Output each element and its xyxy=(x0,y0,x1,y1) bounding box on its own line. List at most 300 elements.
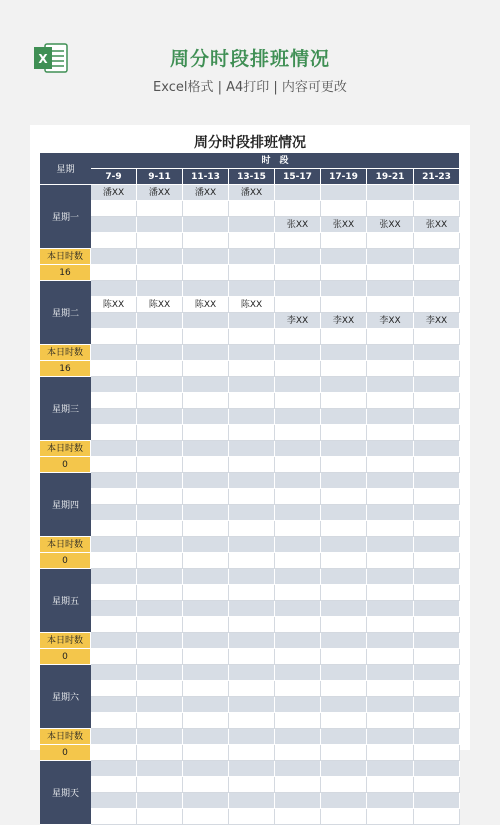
schedule-cell[interactable] xyxy=(367,297,414,313)
schedule-cell[interactable] xyxy=(414,761,460,777)
schedule-cell[interactable] xyxy=(321,617,367,633)
schedule-cell[interactable] xyxy=(414,425,460,441)
schedule-cell[interactable] xyxy=(137,617,183,633)
schedule-cell[interactable] xyxy=(414,633,460,649)
schedule-cell[interactable] xyxy=(137,425,183,441)
schedule-cell[interactable] xyxy=(321,553,367,569)
schedule-cell[interactable] xyxy=(229,697,275,713)
schedule-cell[interactable] xyxy=(137,473,183,489)
schedule-cell[interactable] xyxy=(137,313,183,329)
schedule-cell[interactable] xyxy=(91,633,137,649)
schedule-cell[interactable] xyxy=(229,457,275,473)
schedule-cell[interactable] xyxy=(321,505,367,521)
schedule-cell[interactable] xyxy=(321,265,367,281)
schedule-cell[interactable] xyxy=(367,377,414,393)
schedule-cell[interactable] xyxy=(183,601,229,617)
schedule-cell[interactable] xyxy=(275,665,321,681)
schedule-cell[interactable] xyxy=(91,345,137,361)
schedule-cell[interactable] xyxy=(321,201,367,217)
schedule-cell[interactable] xyxy=(275,425,321,441)
schedule-cell[interactable] xyxy=(137,713,183,729)
schedule-cell[interactable] xyxy=(275,473,321,489)
schedule-cell[interactable] xyxy=(229,713,275,729)
schedule-cell[interactable]: 潘XX xyxy=(229,185,275,201)
hours-value[interactable]: 0 xyxy=(40,649,91,665)
schedule-cell[interactable] xyxy=(367,649,414,665)
schedule-cell[interactable] xyxy=(321,729,367,745)
schedule-cell[interactable] xyxy=(321,761,367,777)
schedule-cell[interactable] xyxy=(414,809,460,825)
schedule-cell[interactable] xyxy=(137,409,183,425)
schedule-cell[interactable] xyxy=(183,489,229,505)
schedule-cell[interactable] xyxy=(367,489,414,505)
schedule-cell[interactable] xyxy=(321,809,367,825)
schedule-cell[interactable] xyxy=(367,345,414,361)
schedule-cell[interactable] xyxy=(414,457,460,473)
schedule-cell[interactable] xyxy=(229,329,275,345)
schedule-cell[interactable] xyxy=(229,409,275,425)
schedule-cell[interactable] xyxy=(367,361,414,377)
schedule-cell[interactable] xyxy=(91,697,137,713)
schedule-cell[interactable] xyxy=(137,201,183,217)
schedule-cell[interactable] xyxy=(414,265,460,281)
schedule-cell[interactable] xyxy=(367,281,414,297)
schedule-cell[interactable]: 张XX xyxy=(275,217,321,233)
schedule-cell[interactable] xyxy=(183,345,229,361)
schedule-cell[interactable] xyxy=(414,393,460,409)
schedule-cell[interactable] xyxy=(275,377,321,393)
schedule-cell[interactable] xyxy=(367,761,414,777)
schedule-cell[interactable]: 陈XX xyxy=(229,297,275,313)
schedule-cell[interactable] xyxy=(229,249,275,265)
schedule-cell[interactable] xyxy=(414,553,460,569)
schedule-cell[interactable]: 陈XX xyxy=(137,297,183,313)
schedule-cell[interactable] xyxy=(229,313,275,329)
schedule-cell[interactable] xyxy=(321,585,367,601)
schedule-cell[interactable] xyxy=(137,745,183,761)
schedule-cell[interactable] xyxy=(321,377,367,393)
schedule-cell[interactable] xyxy=(229,681,275,697)
schedule-cell[interactable] xyxy=(183,329,229,345)
schedule-cell[interactable] xyxy=(414,505,460,521)
schedule-cell[interactable] xyxy=(137,249,183,265)
schedule-cell[interactable] xyxy=(137,265,183,281)
schedule-cell[interactable] xyxy=(183,585,229,601)
schedule-cell[interactable] xyxy=(414,409,460,425)
schedule-cell[interactable] xyxy=(275,345,321,361)
schedule-cell[interactable] xyxy=(367,665,414,681)
schedule-cell[interactable] xyxy=(137,329,183,345)
schedule-cell[interactable] xyxy=(367,809,414,825)
schedule-cell[interactable] xyxy=(414,345,460,361)
schedule-cell[interactable] xyxy=(321,473,367,489)
schedule-cell[interactable] xyxy=(137,569,183,585)
schedule-cell[interactable] xyxy=(91,809,137,825)
schedule-cell[interactable] xyxy=(275,745,321,761)
schedule-cell[interactable] xyxy=(414,713,460,729)
schedule-cell[interactable] xyxy=(367,633,414,649)
hours-value[interactable]: 0 xyxy=(40,457,91,473)
schedule-cell[interactable] xyxy=(414,521,460,537)
schedule-cell[interactable] xyxy=(275,233,321,249)
schedule-cell[interactable]: 张XX xyxy=(321,217,367,233)
schedule-cell[interactable] xyxy=(275,361,321,377)
schedule-cell[interactable] xyxy=(183,233,229,249)
schedule-cell[interactable] xyxy=(183,393,229,409)
schedule-cell[interactable] xyxy=(137,777,183,793)
schedule-cell[interactable] xyxy=(229,585,275,601)
schedule-cell[interactable] xyxy=(275,409,321,425)
schedule-cell[interactable] xyxy=(183,521,229,537)
schedule-cell[interactable] xyxy=(229,745,275,761)
schedule-cell[interactable] xyxy=(275,329,321,345)
schedule-cell[interactable] xyxy=(183,649,229,665)
schedule-cell[interactable] xyxy=(137,601,183,617)
schedule-cell[interactable] xyxy=(229,553,275,569)
schedule-cell[interactable] xyxy=(367,473,414,489)
schedule-cell[interactable] xyxy=(229,761,275,777)
schedule-cell[interactable] xyxy=(183,617,229,633)
schedule-cell[interactable] xyxy=(321,793,367,809)
schedule-cell[interactable] xyxy=(137,521,183,537)
schedule-cell[interactable] xyxy=(275,537,321,553)
schedule-cell[interactable] xyxy=(229,361,275,377)
schedule-cell[interactable] xyxy=(91,393,137,409)
schedule-cell[interactable] xyxy=(91,665,137,681)
schedule-cell[interactable] xyxy=(321,361,367,377)
schedule-cell[interactable] xyxy=(183,249,229,265)
schedule-cell[interactable] xyxy=(183,281,229,297)
schedule-cell[interactable]: 潘XX xyxy=(91,185,137,201)
schedule-cell[interactable] xyxy=(229,473,275,489)
schedule-cell[interactable] xyxy=(414,201,460,217)
schedule-cell[interactable] xyxy=(321,633,367,649)
schedule-cell[interactable] xyxy=(275,633,321,649)
schedule-cell[interactable] xyxy=(183,313,229,329)
schedule-cell[interactable] xyxy=(183,409,229,425)
schedule-cell[interactable] xyxy=(275,281,321,297)
schedule-cell[interactable] xyxy=(183,553,229,569)
schedule-cell[interactable] xyxy=(367,233,414,249)
schedule-cell[interactable] xyxy=(229,217,275,233)
schedule-cell[interactable] xyxy=(367,409,414,425)
schedule-cell[interactable] xyxy=(414,665,460,681)
schedule-cell[interactable] xyxy=(137,553,183,569)
schedule-cell[interactable]: 张XX xyxy=(367,217,414,233)
schedule-cell[interactable] xyxy=(229,425,275,441)
schedule-cell[interactable]: 潘XX xyxy=(137,185,183,201)
schedule-cell[interactable] xyxy=(137,793,183,809)
schedule-cell[interactable] xyxy=(137,281,183,297)
schedule-cell[interactable] xyxy=(91,265,137,281)
schedule-cell[interactable] xyxy=(367,425,414,441)
schedule-cell[interactable] xyxy=(229,601,275,617)
schedule-cell[interactable] xyxy=(321,537,367,553)
schedule-cell[interactable] xyxy=(367,249,414,265)
schedule-cell[interactable] xyxy=(91,409,137,425)
schedule-cell[interactable]: 潘XX xyxy=(183,185,229,201)
schedule-cell[interactable] xyxy=(229,809,275,825)
schedule-cell[interactable] xyxy=(229,793,275,809)
schedule-cell[interactable] xyxy=(321,297,367,313)
schedule-cell[interactable] xyxy=(91,777,137,793)
schedule-cell[interactable] xyxy=(414,249,460,265)
schedule-cell[interactable] xyxy=(321,441,367,457)
schedule-cell[interactable] xyxy=(137,761,183,777)
hours-value[interactable]: 0 xyxy=(40,745,91,761)
schedule-cell[interactable] xyxy=(91,473,137,489)
schedule-cell[interactable] xyxy=(414,233,460,249)
schedule-cell[interactable] xyxy=(183,217,229,233)
schedule-cell[interactable]: 李XX xyxy=(367,313,414,329)
schedule-cell[interactable] xyxy=(91,377,137,393)
schedule-cell[interactable] xyxy=(367,793,414,809)
schedule-cell[interactable] xyxy=(229,345,275,361)
schedule-cell[interactable] xyxy=(91,489,137,505)
schedule-cell[interactable] xyxy=(183,665,229,681)
schedule-cell[interactable] xyxy=(414,649,460,665)
schedule-cell[interactable] xyxy=(321,457,367,473)
schedule-cell[interactable] xyxy=(275,185,321,201)
schedule-cell[interactable] xyxy=(183,265,229,281)
schedule-cell[interactable] xyxy=(275,681,321,697)
schedule-cell[interactable] xyxy=(91,249,137,265)
schedule-cell[interactable] xyxy=(321,697,367,713)
schedule-cell[interactable] xyxy=(367,265,414,281)
schedule-cell[interactable] xyxy=(91,537,137,553)
schedule-cell[interactable] xyxy=(414,585,460,601)
schedule-cell[interactable] xyxy=(367,713,414,729)
schedule-cell[interactable] xyxy=(229,777,275,793)
schedule-cell[interactable] xyxy=(321,393,367,409)
schedule-cell[interactable] xyxy=(183,441,229,457)
schedule-cell[interactable] xyxy=(367,521,414,537)
schedule-cell[interactable] xyxy=(137,441,183,457)
schedule-cell[interactable] xyxy=(414,377,460,393)
schedule-cell[interactable] xyxy=(414,793,460,809)
schedule-cell[interactable] xyxy=(275,441,321,457)
schedule-cell[interactable] xyxy=(91,553,137,569)
schedule-cell[interactable] xyxy=(91,745,137,761)
schedule-cell[interactable] xyxy=(275,649,321,665)
schedule-cell[interactable] xyxy=(137,681,183,697)
schedule-cell[interactable] xyxy=(321,329,367,345)
schedule-cell[interactable] xyxy=(137,537,183,553)
schedule-cell[interactable] xyxy=(91,217,137,233)
schedule-cell[interactable] xyxy=(137,233,183,249)
schedule-cell[interactable] xyxy=(91,729,137,745)
schedule-cell[interactable] xyxy=(321,281,367,297)
schedule-cell[interactable] xyxy=(321,185,367,201)
schedule-cell[interactable] xyxy=(275,809,321,825)
schedule-cell[interactable] xyxy=(414,617,460,633)
schedule-cell[interactable] xyxy=(275,297,321,313)
hours-value[interactable]: 16 xyxy=(40,265,91,281)
schedule-cell[interactable] xyxy=(183,201,229,217)
schedule-cell[interactable] xyxy=(229,617,275,633)
schedule-cell[interactable] xyxy=(91,361,137,377)
schedule-cell[interactable] xyxy=(275,489,321,505)
schedule-cell[interactable] xyxy=(91,329,137,345)
schedule-cell[interactable] xyxy=(414,697,460,713)
schedule-cell[interactable] xyxy=(91,521,137,537)
schedule-cell[interactable] xyxy=(91,585,137,601)
schedule-cell[interactable] xyxy=(91,441,137,457)
schedule-cell[interactable] xyxy=(367,681,414,697)
schedule-cell[interactable] xyxy=(229,633,275,649)
schedule-cell[interactable] xyxy=(414,473,460,489)
schedule-cell[interactable] xyxy=(367,393,414,409)
schedule-cell[interactable] xyxy=(275,521,321,537)
schedule-cell[interactable]: 李XX xyxy=(321,313,367,329)
schedule-cell[interactable] xyxy=(137,489,183,505)
schedule-cell[interactable] xyxy=(367,729,414,745)
schedule-cell[interactable] xyxy=(414,745,460,761)
schedule-cell[interactable] xyxy=(183,569,229,585)
schedule-cell[interactable] xyxy=(229,521,275,537)
schedule-cell[interactable] xyxy=(321,777,367,793)
schedule-cell[interactable] xyxy=(367,601,414,617)
schedule-cell[interactable] xyxy=(367,569,414,585)
schedule-cell[interactable] xyxy=(321,425,367,441)
schedule-cell[interactable] xyxy=(321,665,367,681)
schedule-cell[interactable] xyxy=(275,201,321,217)
schedule-cell[interactable] xyxy=(321,569,367,585)
schedule-cell[interactable] xyxy=(321,521,367,537)
schedule-cell[interactable] xyxy=(414,489,460,505)
schedule-cell[interactable] xyxy=(137,217,183,233)
schedule-cell[interactable]: 张XX xyxy=(414,217,460,233)
schedule-cell[interactable] xyxy=(367,201,414,217)
schedule-cell[interactable] xyxy=(275,793,321,809)
schedule-cell[interactable] xyxy=(229,537,275,553)
schedule-cell[interactable] xyxy=(367,185,414,201)
schedule-cell[interactable] xyxy=(183,633,229,649)
schedule-cell[interactable] xyxy=(414,329,460,345)
schedule-cell[interactable] xyxy=(137,697,183,713)
schedule-cell[interactable] xyxy=(229,441,275,457)
schedule-cell[interactable] xyxy=(275,601,321,617)
schedule-cell[interactable] xyxy=(183,425,229,441)
schedule-cell[interactable] xyxy=(321,649,367,665)
schedule-cell[interactable] xyxy=(275,617,321,633)
schedule-cell[interactable] xyxy=(275,761,321,777)
schedule-cell[interactable] xyxy=(229,393,275,409)
schedule-cell[interactable] xyxy=(414,777,460,793)
schedule-cell[interactable] xyxy=(137,377,183,393)
schedule-cell[interactable] xyxy=(183,761,229,777)
schedule-cell[interactable] xyxy=(91,313,137,329)
schedule-cell[interactable] xyxy=(414,569,460,585)
schedule-cell[interactable] xyxy=(321,601,367,617)
schedule-cell[interactable] xyxy=(414,537,460,553)
schedule-cell[interactable] xyxy=(91,649,137,665)
schedule-cell[interactable] xyxy=(137,393,183,409)
schedule-cell[interactable] xyxy=(367,745,414,761)
schedule-cell[interactable] xyxy=(275,585,321,601)
schedule-cell[interactable] xyxy=(321,681,367,697)
hours-value[interactable]: 16 xyxy=(40,361,91,377)
schedule-cell[interactable] xyxy=(91,281,137,297)
schedule-cell[interactable] xyxy=(137,505,183,521)
schedule-cell[interactable] xyxy=(414,281,460,297)
schedule-cell[interactable] xyxy=(229,233,275,249)
schedule-cell[interactable] xyxy=(91,233,137,249)
schedule-cell[interactable] xyxy=(137,665,183,681)
schedule-cell[interactable] xyxy=(183,361,229,377)
schedule-cell[interactable] xyxy=(91,457,137,473)
schedule-cell[interactable] xyxy=(275,393,321,409)
schedule-cell[interactable] xyxy=(414,297,460,313)
schedule-cell[interactable] xyxy=(229,665,275,681)
schedule-cell[interactable] xyxy=(183,681,229,697)
schedule-cell[interactable] xyxy=(91,601,137,617)
schedule-cell[interactable] xyxy=(183,713,229,729)
schedule-cell[interactable] xyxy=(183,473,229,489)
schedule-cell[interactable] xyxy=(367,585,414,601)
schedule-cell[interactable] xyxy=(91,793,137,809)
schedule-cell[interactable] xyxy=(321,713,367,729)
schedule-cell[interactable] xyxy=(275,729,321,745)
schedule-cell[interactable] xyxy=(275,505,321,521)
schedule-cell[interactable] xyxy=(137,361,183,377)
schedule-cell[interactable] xyxy=(91,761,137,777)
schedule-cell[interactable] xyxy=(91,569,137,585)
schedule-cell[interactable] xyxy=(275,457,321,473)
schedule-cell[interactable] xyxy=(183,377,229,393)
schedule-cell[interactable]: 李XX xyxy=(414,313,460,329)
schedule-cell[interactable] xyxy=(183,537,229,553)
schedule-cell[interactable] xyxy=(367,329,414,345)
schedule-cell[interactable] xyxy=(367,553,414,569)
schedule-cell[interactable] xyxy=(321,233,367,249)
schedule-cell[interactable] xyxy=(183,457,229,473)
schedule-cell[interactable] xyxy=(275,553,321,569)
schedule-cell[interactable] xyxy=(229,569,275,585)
schedule-cell[interactable] xyxy=(367,697,414,713)
schedule-cell[interactable] xyxy=(137,809,183,825)
schedule-cell[interactable]: 陈XX xyxy=(183,297,229,313)
schedule-cell[interactable] xyxy=(414,601,460,617)
schedule-cell[interactable] xyxy=(414,729,460,745)
schedule-cell[interactable] xyxy=(183,505,229,521)
schedule-cell[interactable] xyxy=(91,505,137,521)
schedule-cell[interactable] xyxy=(183,793,229,809)
schedule-cell[interactable] xyxy=(367,777,414,793)
schedule-cell[interactable] xyxy=(414,185,460,201)
schedule-cell[interactable] xyxy=(229,489,275,505)
schedule-cell[interactable] xyxy=(91,425,137,441)
schedule-cell[interactable] xyxy=(229,201,275,217)
schedule-cell[interactable] xyxy=(414,441,460,457)
schedule-cell[interactable] xyxy=(91,201,137,217)
schedule-cell[interactable] xyxy=(137,457,183,473)
schedule-cell[interactable] xyxy=(137,729,183,745)
schedule-cell[interactable] xyxy=(275,713,321,729)
schedule-cell[interactable] xyxy=(414,681,460,697)
schedule-cell[interactable] xyxy=(183,729,229,745)
schedule-cell[interactable] xyxy=(275,569,321,585)
schedule-cell[interactable] xyxy=(321,409,367,425)
schedule-cell[interactable] xyxy=(321,489,367,505)
schedule-cell[interactable] xyxy=(91,713,137,729)
schedule-cell[interactable] xyxy=(367,441,414,457)
schedule-cell[interactable] xyxy=(414,361,460,377)
schedule-cell[interactable] xyxy=(137,649,183,665)
schedule-cell[interactable] xyxy=(367,617,414,633)
schedule-cell[interactable] xyxy=(229,649,275,665)
schedule-cell[interactable]: 李XX xyxy=(275,313,321,329)
